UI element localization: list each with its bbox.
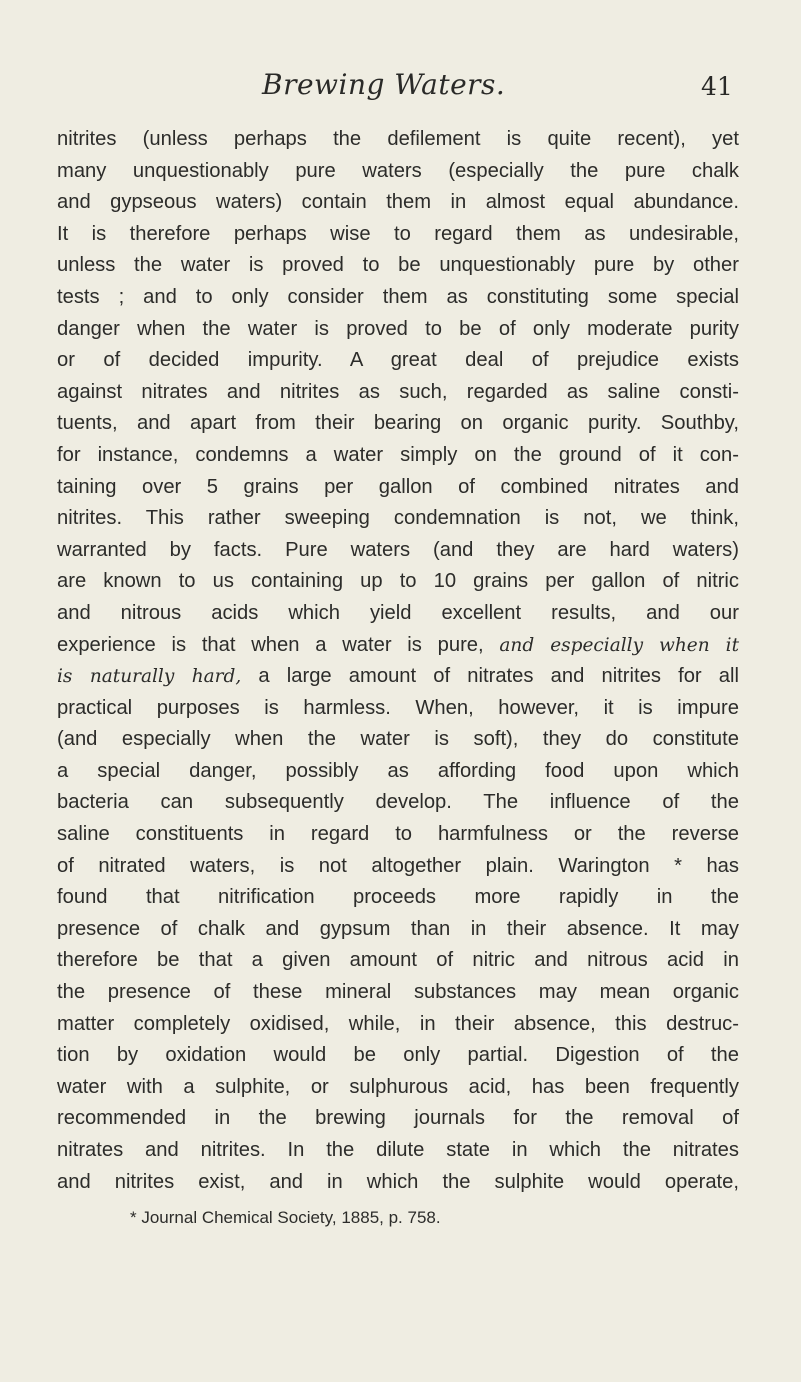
text-line: against nitrates and nitrites as such, regarded as saline consti- xyxy=(57,380,739,403)
text-line: and nitrites exist, and in which the sulphite would operate, xyxy=(57,1170,739,1193)
italic-text-run: is naturally hard, xyxy=(57,666,242,688)
text-line: a special danger, possibly as affording food upon which xyxy=(57,759,739,782)
text-line: many unquestionably pure waters (especially the pure chalk xyxy=(57,159,739,182)
text-line: therefore be that a given amount of nitric and nitrous acid in xyxy=(57,949,739,972)
text-line: recommended in the brewing journals for the removal of xyxy=(57,1107,739,1130)
text-line: warranted by facts. Pure waters (and they are hard waters) xyxy=(57,538,739,561)
text-line: nitrites (unless perhaps the defilement is quite recent), yet xyxy=(57,128,739,150)
text-line: taining over 5 grains per gallon of combined nitrates and xyxy=(57,475,739,498)
text-line: water with a sulphite, or sulphurous acid, has been frequently xyxy=(57,1075,739,1098)
footnote: * Journal Chemical Society, 1885, p. 758. xyxy=(130,1208,441,1227)
text-line: or of decided impurity. A great deal of prejudice exists xyxy=(57,349,739,372)
text-line: of nitrated waters, is not altogether plain. Warington * has xyxy=(57,854,739,877)
text-line: the presence of these mineral substances may mean organic xyxy=(57,981,739,1004)
text-line-mixed xyxy=(57,630,739,662)
text-line: nitrites. This rather sweeping condemnation is not, we think, xyxy=(57,507,739,530)
text-line: tests ; and to only consider them as constituting some special xyxy=(57,285,739,308)
running-head xyxy=(0,68,801,108)
text-run: experience is that when a water is pure, xyxy=(57,633,500,656)
italic-text-run: and especially when it xyxy=(499,634,740,656)
text-line: found that nitrification proceeds more rapidly in the xyxy=(57,886,739,909)
text-line: and gypseous waters) contain them in almost equal abundance. xyxy=(57,191,739,214)
text-line: nitrates and nitrites. In the dilute state in which the nitrates xyxy=(57,1139,739,1161)
text-line: presence of chalk and gypsum than in their absence. It may xyxy=(57,917,739,940)
text-run: a large amount of nitrates and nitrites for all xyxy=(241,665,739,688)
text-line: matter completely oxidised, while, in their absence, this destruc- xyxy=(57,1012,739,1035)
text-line: and nitrous acids which yield excellent results, and our xyxy=(57,601,739,624)
text-line: danger when the water is proved to be of only moderate purity xyxy=(57,317,739,340)
text-line: (and especially when the water is soft), they do constitute xyxy=(57,728,739,751)
body-text xyxy=(57,124,739,1198)
text-line: unless the water is proved to be unquestionably pure by other xyxy=(57,254,739,277)
text-line: tuents, and apart from their bearing on organic purity. Southby, xyxy=(57,412,739,435)
text-line: saline constituents in regard to harmfulness or the reverse xyxy=(57,823,739,846)
page-number: 41 xyxy=(701,72,733,101)
text-line: practical purposes is harmless. When, however, it is impure xyxy=(57,696,739,719)
text-line: bacteria can subsequently develop. The influence of the xyxy=(57,791,739,814)
text-line-mixed xyxy=(57,661,739,693)
text-line: tion by oxidation would be only partial. Digestion of the xyxy=(57,1044,739,1067)
running-title: Brewing Waters. xyxy=(262,68,506,101)
text-line: It is therefore perhaps wise to regard them as undesirable, xyxy=(57,222,739,245)
text-line: are known to us containing up to 10 grains per gallon of nitric xyxy=(57,570,739,593)
text-line: for instance, condemns a water simply on the ground of it con- xyxy=(57,443,739,466)
